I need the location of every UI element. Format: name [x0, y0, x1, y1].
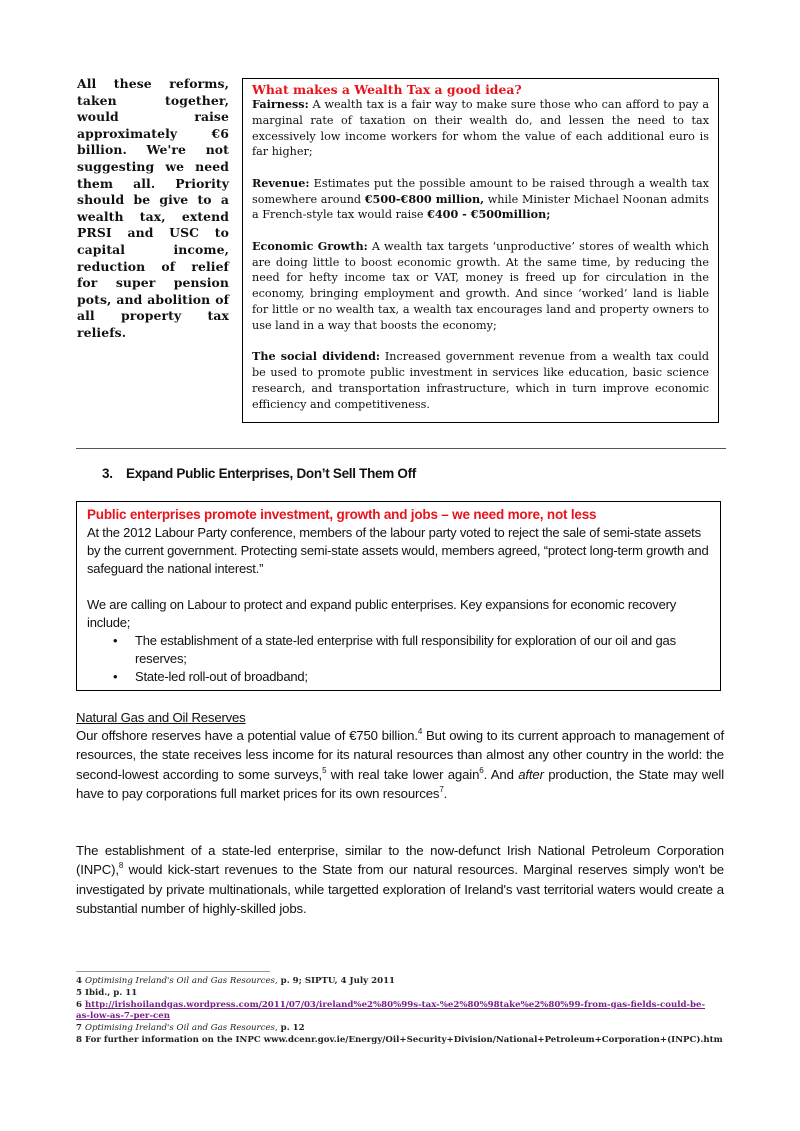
text: But owing to its current approach to management of resources, the state receives less income for its natural resources than almost any other country in the world: the second-lowest according to some surveys,	[76, 728, 724, 782]
footnote-link-continued[interactable]: as-low-as-7-per-cen	[76, 1011, 170, 1022]
natural-gas-paragraph-2	[76, 841, 724, 918]
growth-text: A wealth tax targets ‘unproductive’ stores of wealth which are doing little to boost economic growth. At the same time, by reducing the need for hefty income tax or VAT, money is freed up for circulation in the economy, bringing employment and growth. And since ‘worked’ land is liable for little or no wealth tax, a wealth tax encourages land and property owners to use land in a way that boosts the economy;	[252, 239, 709, 332]
footnote-7	[76, 1023, 726, 1035]
footnote-6	[76, 1000, 726, 1012]
summary-text: All these reforms, taken together, would raise approximately €6 billion. We're not suggesting we need them all. Priority should be give to a wealth tax, extend PRSI and USC to capital income, reduction of relief for super pension pots, and abolition of all property tax reliefs.	[77, 76, 229, 340]
footnote-4	[76, 976, 726, 988]
section-number: 3.	[102, 466, 113, 481]
emphasis: after	[518, 766, 544, 782]
list-item-text: State-led roll-out of broadband;	[135, 669, 308, 684]
footnote-text: For further information on the INPC www.dcenr.gov.ie/Energy/Oil+Security+Division/National+Petroleum+Corporation+(INPC).htm	[84, 1034, 723, 1045]
dividend-text: Increased government revenue from a wealth tax could be used to promote public investment in services like education, basic science research, and transportation infrastructure, which in turn improve economic efficiency and competitiveness.	[252, 350, 709, 411]
text: The establishment of a state-led enterprise, similar to the now-defunct Irish National Petroleum Corporation (INPC),	[76, 843, 724, 878]
footnote-title: Optimising Ireland's Oil and Gas Resources,	[84, 1023, 278, 1034]
footnote-number: 4	[76, 976, 82, 986]
text: . And	[483, 766, 519, 782]
bullet-icon: •	[113, 633, 118, 648]
text: .	[443, 785, 448, 801]
footnote-number: 5	[76, 987, 82, 998]
growth-paragraph	[252, 239, 709, 334]
footnote-6-continued	[76, 1011, 726, 1023]
natural-gas-subheading: Natural Gas and Oil Reserves	[76, 710, 246, 725]
natural-gas-paragraph-1	[76, 726, 724, 803]
expansion-list	[87, 632, 710, 686]
footnote-separator	[76, 971, 270, 972]
footnote-text: p. 12	[277, 1023, 305, 1034]
footnote-ref-6[interactable]: 6	[479, 765, 484, 775]
public-box-title: Public enterprises promote investment, growth and jobs – we need more, not less	[87, 507, 597, 522]
wealth-tax-box-title: What makes a Wealth Tax a good idea?	[252, 82, 522, 97]
list-item	[87, 632, 710, 668]
revenue-label: Revenue:	[252, 175, 310, 190]
footnote-ref-5[interactable]: 5	[322, 765, 327, 775]
text: production, the State may well have to pay corporations full market prices for its own resources	[76, 766, 724, 801]
text: with real take lower again	[326, 766, 480, 782]
dividend-label: The social dividend:	[252, 349, 381, 364]
public-enterprise-box	[76, 501, 721, 691]
footnote-text: p. 9; SIPTU, 4 July 2011	[277, 976, 396, 986]
revenue-text-a: Estimates put the possible amount to be raised through a wealth tax somewhere around	[252, 176, 709, 206]
footnote-number: 8	[76, 1034, 82, 1045]
footnote-text: Ibid., p. 11	[84, 987, 138, 998]
public-box-para1: At the 2012 Labour Party conference, members of the labour party voted to reject the sale of semi-state assets by the current government. Protecting semi-state assets would, members agreed, “protect long-term growth and safeguard the national interest.”	[87, 525, 709, 576]
text: Our offshore reserves have a potential value of €750 billion.	[76, 728, 418, 743]
growth-label: Economic Growth:	[252, 238, 368, 253]
revenue-noonan-estimate: €400 - €500million;	[427, 207, 551, 222]
fairness-text: A wealth tax is a fair way to make sure those who can afford to pay a marginal rate of taxation on their wealth do, and lessen the need to tax excessively low income workers for whom the value of each additional euro is far higher;	[252, 98, 709, 159]
text: would kick-start revenues to the State from our natural resources. Marginal reserves simply won't be investigated by private multinationals, while targetted exploration of Ireland's vast territorial waters would create a substantial number of highly-skilled jobs.	[76, 862, 724, 916]
list-item-text: The establishment of a state-led enterprise with full responsibility for exploration of our oil and gas reserves;	[135, 633, 676, 666]
footnote-8	[76, 1035, 726, 1047]
footnote-number: 6	[76, 999, 82, 1010]
footnote-ref-7[interactable]: 7	[439, 784, 444, 794]
dividend-paragraph	[252, 349, 709, 412]
footnote-title: Optimising Ireland's Oil and Gas Resources,	[84, 976, 278, 986]
wealth-tax-box	[242, 78, 719, 423]
footnote-5	[76, 988, 726, 1000]
footnote-ref-4[interactable]: 4	[417, 727, 423, 736]
footnote-link[interactable]: http://irishoilandgas.wordpress.com/2011/07/03/ireland%e2%80%99s-tax-%e2%80%98take%e2%80%99-from-gas-fields-could-be-	[84, 999, 706, 1010]
section-title: Expand Public Enterprises, Don’t Sell Them Off	[126, 466, 417, 481]
fairness-paragraph	[252, 97, 709, 160]
section-divider	[76, 448, 726, 449]
bullet-icon: •	[113, 669, 118, 684]
public-box-para2: We are calling on Labour to protect and expand public enterprises. Key expansions for economic recovery include;	[87, 597, 677, 630]
section-heading	[102, 466, 416, 481]
list-item	[87, 668, 710, 686]
footnote-number: 7	[76, 1023, 82, 1034]
revenue-text-b: while Minister Michael Noonan admits a French-style tax would raise	[252, 192, 709, 222]
revenue-estimate: €500-€800 million,	[364, 191, 485, 206]
footnote-ref-8[interactable]: 8	[118, 861, 124, 871]
footnotes	[76, 976, 726, 1047]
fairness-label: Fairness:	[252, 97, 309, 111]
revenue-paragraph	[252, 176, 709, 223]
